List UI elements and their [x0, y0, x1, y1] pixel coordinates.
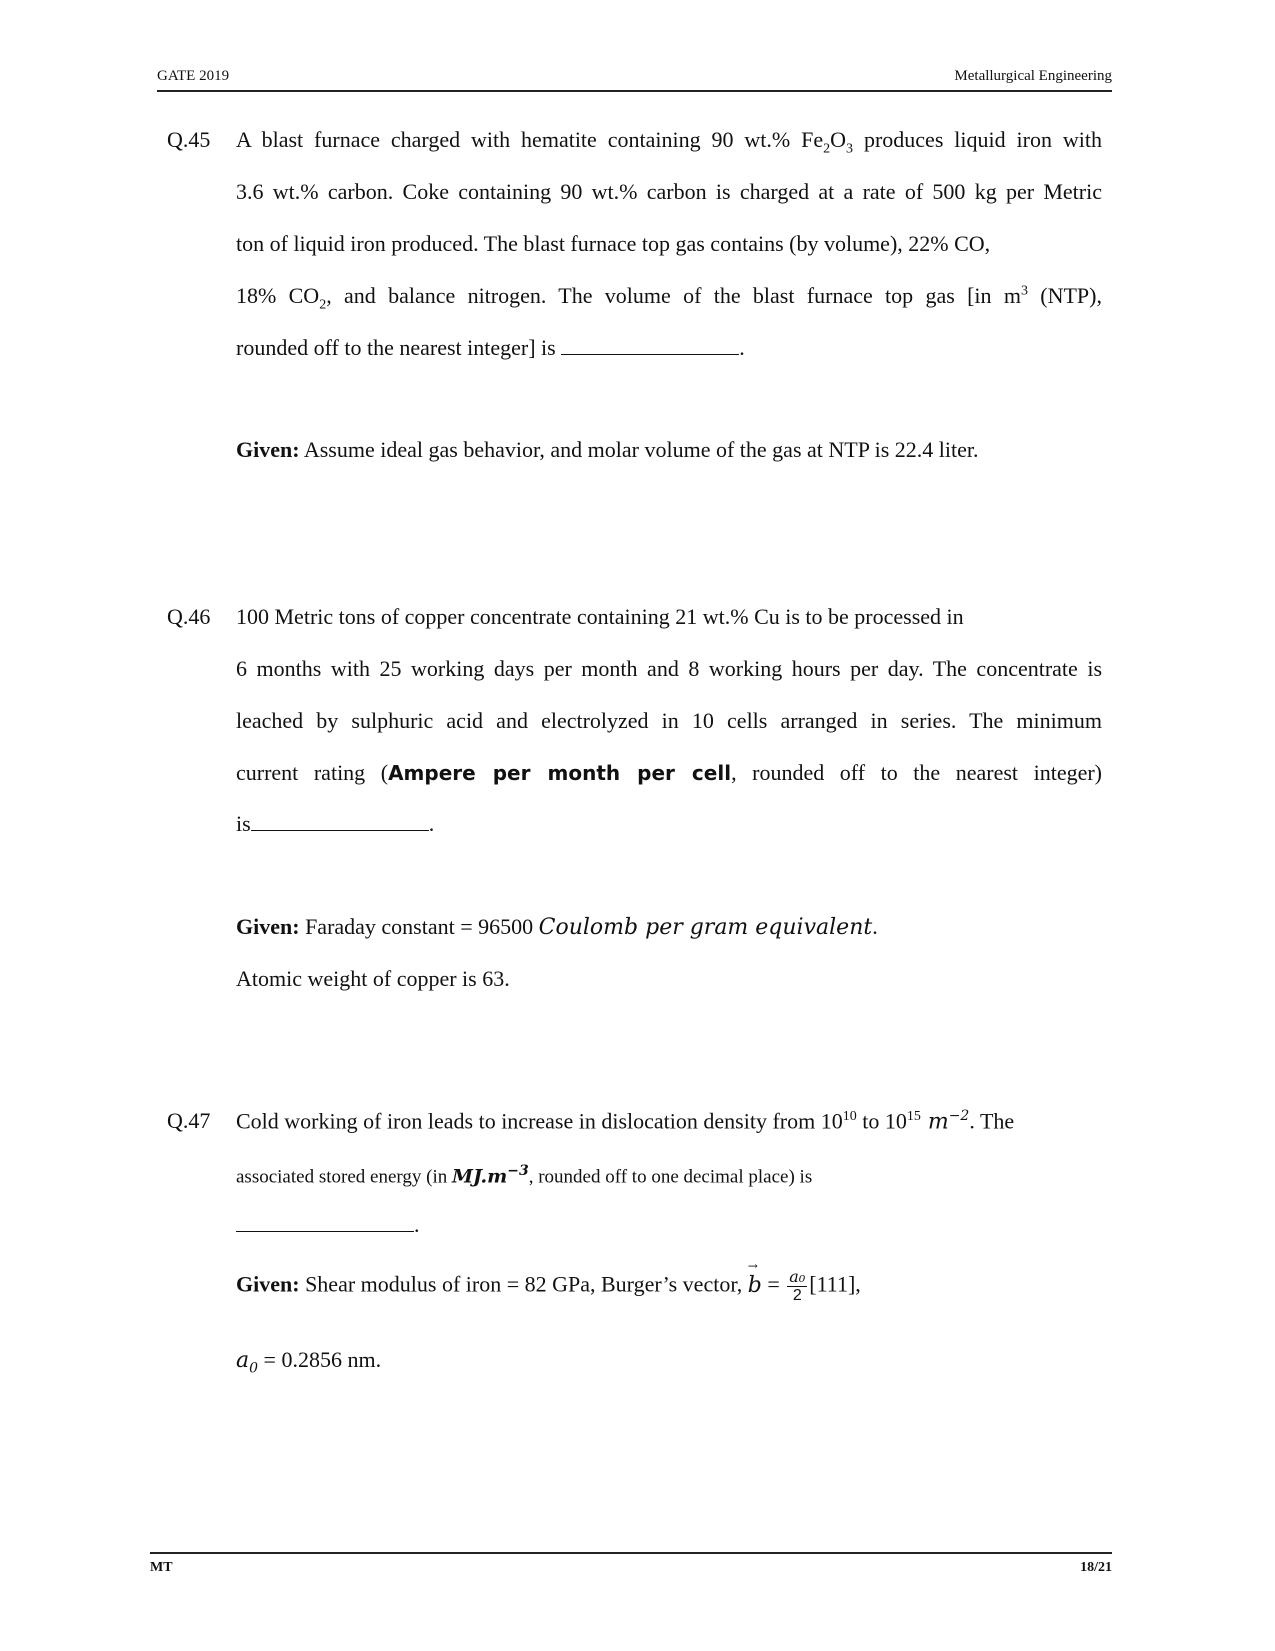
q45-line-1: A blast furnace charged with hematite containing 90 wt.% $Fe_2O_3$ produces liquid iron with: [236, 127, 1102, 157]
answer-blank-45: [561, 353, 739, 355]
answer-blank-46: [251, 829, 429, 831]
q47-line-3: .: [236, 1212, 420, 1238]
q47-line-2: associated stored energy (in $MJ.m^{-3}$, rounded off to one decimal place) is: [236, 1163, 813, 1188]
q47-given: Given: Shear modulus of iron = 82 GPa, Burger’s vector, → b = $\frac{\text{a₀}}{2}$ [111],: [236, 1268, 861, 1305]
page-header: [157, 68, 1112, 92]
q45-line-4: 18% $CO_2$, and balance nitrogen. The volume of the blast furnace top gas [in $m^3$ (NTP),: [236, 283, 1102, 313]
fraction-a0-over-2: $\frac{\text{a₀}}{2}$: [789, 1267, 806, 1304]
paper-code: MT: [150, 1560, 173, 1575]
q47-given-2: $a_0 = 0.2856$ nm.: [236, 1347, 382, 1377]
q45-line-5: rounded off to the nearest integer] is .: [236, 335, 745, 360]
answer-blank-47: [236, 1230, 414, 1232]
question-number-47: Q.47: [167, 1108, 211, 1133]
exam-title: GATE 2019: [157, 68, 230, 84]
q46-line-2: 6 months with 25 working days per month and 8 working hours per day. The concentrate is: [236, 656, 1102, 681]
page-footer: [150, 1552, 1112, 1578]
q45-line-3: ton of liquid iron produced. The blast furnace top gas contains (by volume), 22% CO,: [236, 231, 991, 256]
paper-subject: Metallurgical Engineering: [954, 68, 1112, 84]
page-number: 18/21: [1080, 1560, 1112, 1575]
q45-line-2: 3.6 wt.% carbon. Coke containing 90 wt.% carbon is charged at a rate of 500 kg per Metric: [236, 179, 1102, 204]
q45-given: Given: Assume ideal gas behavior, and molar volume of the gas at NTP is 22.4 liter.: [236, 437, 979, 462]
q46-given: Given: Faraday constant = 96500 Coulomb per gram equivalent.: [236, 914, 878, 940]
question-number-45: Q.45: [167, 127, 211, 152]
question-number-46: Q.46: [167, 604, 211, 629]
q46-line-5: is .: [236, 811, 435, 836]
burgers-vector-symbol: → b: [748, 1273, 762, 1298]
q46-given-2: Atomic weight of copper is 63.: [236, 966, 510, 991]
q47-line-1: Cold working of iron leads to increase in dislocation density from $10^{10}$ to $10^{15}$ $m^{-2}$. The: [236, 1108, 1015, 1135]
q46-line-3: leached by sulphuric acid and electrolyzed in 10 cells arranged in series. The minimum: [236, 708, 1102, 733]
q46-line-4: current rating (Ampere per month per cell, rounded off to the nearest integer): [236, 760, 1102, 785]
q46-line-1: 100 Metric tons of copper concentrate containing 21 wt.% Cu is to be processed in: [236, 604, 964, 629]
